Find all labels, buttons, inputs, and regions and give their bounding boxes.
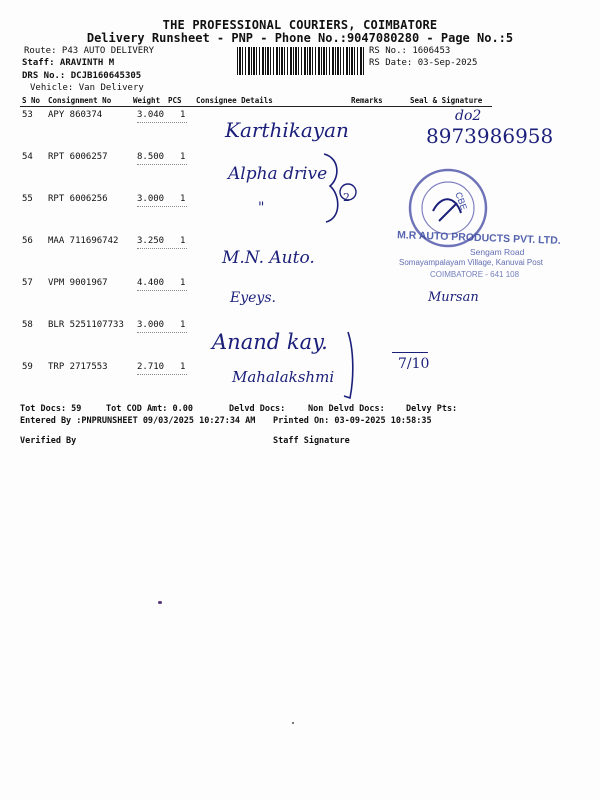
vehicle-label: Vehicle: Van Delivery <box>30 83 144 93</box>
row-pcs: 1 <box>180 320 186 330</box>
row-pcs: 1 <box>180 110 186 120</box>
row-pcs: 1 <box>180 278 186 288</box>
row-consignment: RPT 6006256 <box>48 194 108 204</box>
row-weight: 2.710 <box>137 362 165 372</box>
staff-signature: Staff Signature <box>273 436 350 446</box>
handwritten-name: Karthikayan <box>225 118 349 142</box>
company-stamp-line: Somayampalayam Village, Kanuvai Post <box>399 258 543 267</box>
delivery-points: Delvy Pts: <box>406 404 458 414</box>
row-consignment: APY 860374 <box>48 110 103 120</box>
row-consignment: TRP 2717553 <box>48 362 108 372</box>
handwritten-bracket <box>318 148 358 228</box>
stamp-text: CBE <box>453 190 470 212</box>
row-weight: 4.400 <box>137 278 165 288</box>
col-header-consignee: Consignee Details <box>196 96 273 105</box>
rs-number: RS No.: 1606453 <box>369 46 451 56</box>
ink-speck <box>292 722 294 724</box>
row-consignment: RPT 6006257 <box>48 152 108 162</box>
row-weight: 8.500 <box>137 152 165 162</box>
handwritten-circled-number: 2 <box>343 191 350 204</box>
row-rule <box>137 248 187 249</box>
row-pcs: 1 <box>180 194 186 204</box>
handwritten-remark: 7/10 <box>398 356 430 372</box>
handwritten-phone: 8973986958 <box>426 124 554 148</box>
rs-date: RS Date: 03-Sep-2025 <box>369 58 478 68</box>
col-header-sno: S No <box>22 96 41 105</box>
handwritten-company: M.N. Auto. <box>222 248 315 268</box>
company-title: THE PROFESSIONAL COURIERS, COIMBATORE <box>162 18 438 32</box>
barcode-image <box>237 47 364 75</box>
row-sno: 58 <box>22 320 33 330</box>
row-consignment: BLR 5251107733 <box>48 320 124 330</box>
handwritten-note: Alpha drive <box>228 164 328 184</box>
col-header-seal: Seal & Signature <box>410 96 483 105</box>
col-header-weight: Weight <box>133 96 161 105</box>
handwritten-line <box>342 330 362 402</box>
col-header-remarks: Remarks <box>351 96 383 105</box>
route-label: Route: P43 AUTO DELIVERY <box>24 46 155 56</box>
col-header-consignment: Consignment No <box>48 96 112 105</box>
verified-by: Verified By <box>20 436 77 446</box>
row-rule <box>137 122 187 123</box>
printed-on: Printed On: 03-09-2025 10:58:35 <box>273 416 432 426</box>
row-rule <box>137 206 187 207</box>
row-rule <box>137 290 187 291</box>
drs-number: DRS No.: DCJB160645305 <box>22 71 142 81</box>
total-docs: Tot Docs: 59 <box>20 404 82 414</box>
row-rule <box>137 374 187 375</box>
handwritten-name: Mahalakshmi <box>232 368 335 386</box>
company-stamp-line: Sengam Road <box>470 247 525 257</box>
signature-scribble: do2 <box>455 108 482 124</box>
row-sno: 53 <box>22 110 33 120</box>
row-sno: 54 <box>22 152 33 162</box>
row-consignment: VPM 9001967 <box>48 278 108 288</box>
row-weight: 3.000 <box>137 320 165 330</box>
col-header-pcs: PCS <box>168 96 182 105</box>
remark-underline <box>392 352 428 353</box>
row-weight: 3.250 <box>137 236 165 246</box>
row-weight: 3.040 <box>137 110 165 120</box>
total-cod-amount: Tot COD Amt: 0.00 <box>106 404 193 414</box>
row-pcs: 1 <box>180 362 186 372</box>
handwritten-name: Anand kay. <box>212 330 328 354</box>
header-divider <box>20 106 492 107</box>
handwritten-note: Eyeys. <box>230 290 276 306</box>
row-sno: 55 <box>22 194 33 204</box>
company-stamp: M.R AUTO PRODUCTS PVT. LTD. <box>396 229 561 247</box>
row-consignment: MAA 711696742 <box>48 236 119 246</box>
row-pcs: 1 <box>180 236 186 246</box>
handwritten-ditto: " <box>258 200 265 216</box>
row-pcs: 1 <box>180 152 186 162</box>
row-rule <box>137 332 187 333</box>
row-sno: 59 <box>22 362 33 372</box>
signature-scribble: Mursan <box>428 290 479 305</box>
company-stamp-line: COIMBATORE - 641 108 <box>430 270 520 279</box>
row-sno: 56 <box>22 236 33 246</box>
non-delivered-docs: Non Delvd Docs: <box>308 404 385 414</box>
entered-by: Entered By :PNPRUNSHEET 09/03/2025 10:27:34 AM <box>20 416 256 426</box>
row-weight: 3.000 <box>137 194 165 204</box>
row-rule <box>137 164 187 165</box>
staff-label: Staff: ARAVINTH M <box>22 58 115 68</box>
row-sno: 57 <box>22 278 33 288</box>
ink-speck <box>158 601 162 604</box>
delivered-docs: Delvd Docs: <box>229 404 286 414</box>
runsheet-subtitle: Delivery Runsheet - PNP - Phone No.:9047080280 - Page No.:5 <box>86 31 514 45</box>
